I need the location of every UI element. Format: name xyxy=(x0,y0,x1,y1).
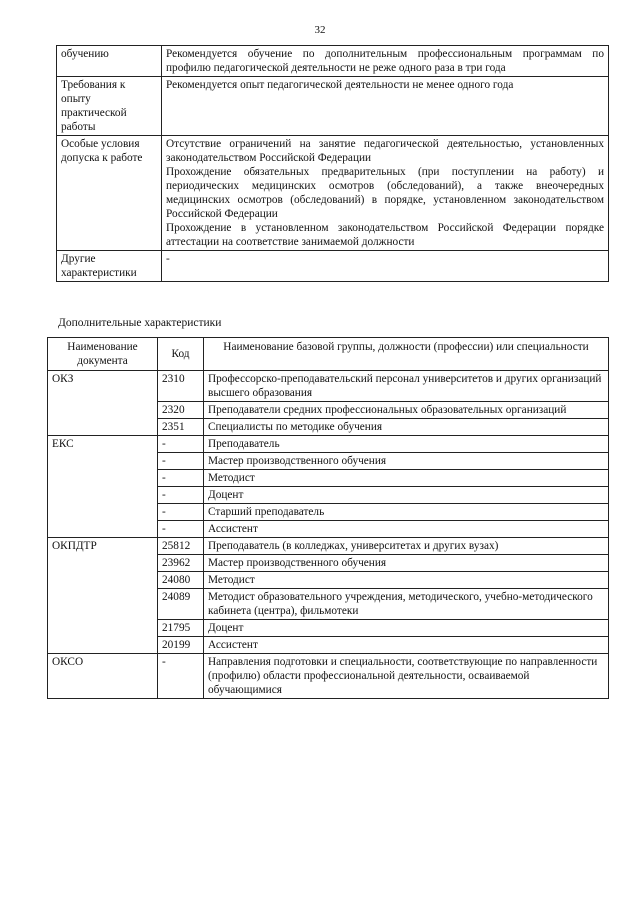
requirements-table xyxy=(56,45,609,282)
code-cell: 2351 xyxy=(158,419,204,436)
name-cell: Методист xyxy=(204,572,609,589)
name-cell: Преподаватель (в колледжах, университетах и других вузах) xyxy=(204,538,609,555)
section-title: Дополнительные характеристики xyxy=(58,317,222,329)
name-cell: Преподаватели средних профессиональных образовательных организаций xyxy=(204,402,609,419)
name-cell: Профессорско-преподавательский персонал университетов и других организаций высшего образования xyxy=(204,371,609,402)
name-cell: Направления подготовки и специальности, соответствующие по направленности (профилю) области профессиональной деятельности, осваиваемой обучающимися xyxy=(204,654,609,699)
name-cell: Мастер производственного обучения xyxy=(204,555,609,572)
code-cell: 24089 xyxy=(158,589,204,620)
document-cell: ОКПДТР xyxy=(48,538,158,654)
code-cell: 2310 xyxy=(158,371,204,402)
table-row xyxy=(48,654,609,699)
name-cell: Доцент xyxy=(204,620,609,637)
code-cell: 21795 xyxy=(158,620,204,637)
table-row xyxy=(48,371,609,402)
requirement-row xyxy=(57,136,609,251)
header-name: Наименование базовой группы, должности (профессии) или специальности xyxy=(204,338,609,371)
requirement-paragraph: Прохождение обязательных предварительных (при поступлении на работу) и периодических медицинских осмотров (обследований), а также внеочередных медицинских осмотров (обследований) в порядке, установленном законодательством Российской Федерации xyxy=(166,166,604,220)
name-cell: Доцент xyxy=(204,487,609,504)
additional-characteristics-table xyxy=(47,337,609,699)
requirement-row xyxy=(57,251,609,282)
requirement-value xyxy=(162,136,609,251)
requirement-value xyxy=(162,77,609,136)
name-cell: Методист xyxy=(204,470,609,487)
code-cell: - xyxy=(158,654,204,699)
name-cell: Старший преподаватель xyxy=(204,504,609,521)
requirement-label: Требования к опыту практической работы xyxy=(57,77,162,136)
table-row xyxy=(48,538,609,555)
code-cell: - xyxy=(158,436,204,453)
requirement-paragraph: Отсутствие ограничений на занятие педагогической деятельностью, установленных законодательством Российской Федерации xyxy=(166,138,604,164)
requirement-paragraph: Рекомендуется обучение по дополнительным профессиональным программам по профилю педагогической деятельности не реже одного раза в три года xyxy=(166,48,604,74)
code-cell: 23962 xyxy=(158,555,204,572)
table-row xyxy=(48,436,609,453)
requirement-row xyxy=(57,46,609,77)
requirement-label: обучению xyxy=(57,46,162,77)
header-document: Наименование документа xyxy=(48,338,158,371)
document-cell: ЕКС xyxy=(48,436,158,538)
requirement-paragraph: Прохождение в установленном законодательством Российской Федерации порядке аттестации на соответствие занимаемой должности xyxy=(166,222,604,248)
code-cell: 25812 xyxy=(158,538,204,555)
document-cell: ОКСО xyxy=(48,654,158,699)
code-cell: - xyxy=(158,487,204,504)
code-cell: - xyxy=(158,521,204,538)
code-cell: - xyxy=(158,470,204,487)
header-code: Код xyxy=(158,338,204,371)
requirement-value xyxy=(162,251,609,282)
name-cell: Ассистент xyxy=(204,637,609,654)
code-cell: - xyxy=(158,453,204,470)
requirement-paragraph: - xyxy=(166,253,170,265)
code-cell: - xyxy=(158,504,204,521)
page-number: 32 xyxy=(314,24,326,36)
requirement-label: Особые условия допуска к работе xyxy=(57,136,162,251)
code-cell: 2320 xyxy=(158,402,204,419)
requirement-value xyxy=(162,46,609,77)
code-cell: 20199 xyxy=(158,637,204,654)
table-header-row xyxy=(48,338,609,371)
code-cell: 24080 xyxy=(158,572,204,589)
name-cell: Методист образовательного учреждения, методического, учебно-методического кабинета (центра), фильмотеки xyxy=(204,589,609,620)
name-cell: Преподаватель xyxy=(204,436,609,453)
name-cell: Мастер производственного обучения xyxy=(204,453,609,470)
requirement-label: Другие характеристики xyxy=(57,251,162,282)
name-cell: Ассистент xyxy=(204,521,609,538)
document-cell: ОКЗ xyxy=(48,371,158,436)
name-cell: Специалисты по методике обучения xyxy=(204,419,609,436)
requirement-paragraph: Рекомендуется опыт педагогической деятельности не менее одного года xyxy=(166,79,514,91)
requirement-row xyxy=(57,77,609,136)
